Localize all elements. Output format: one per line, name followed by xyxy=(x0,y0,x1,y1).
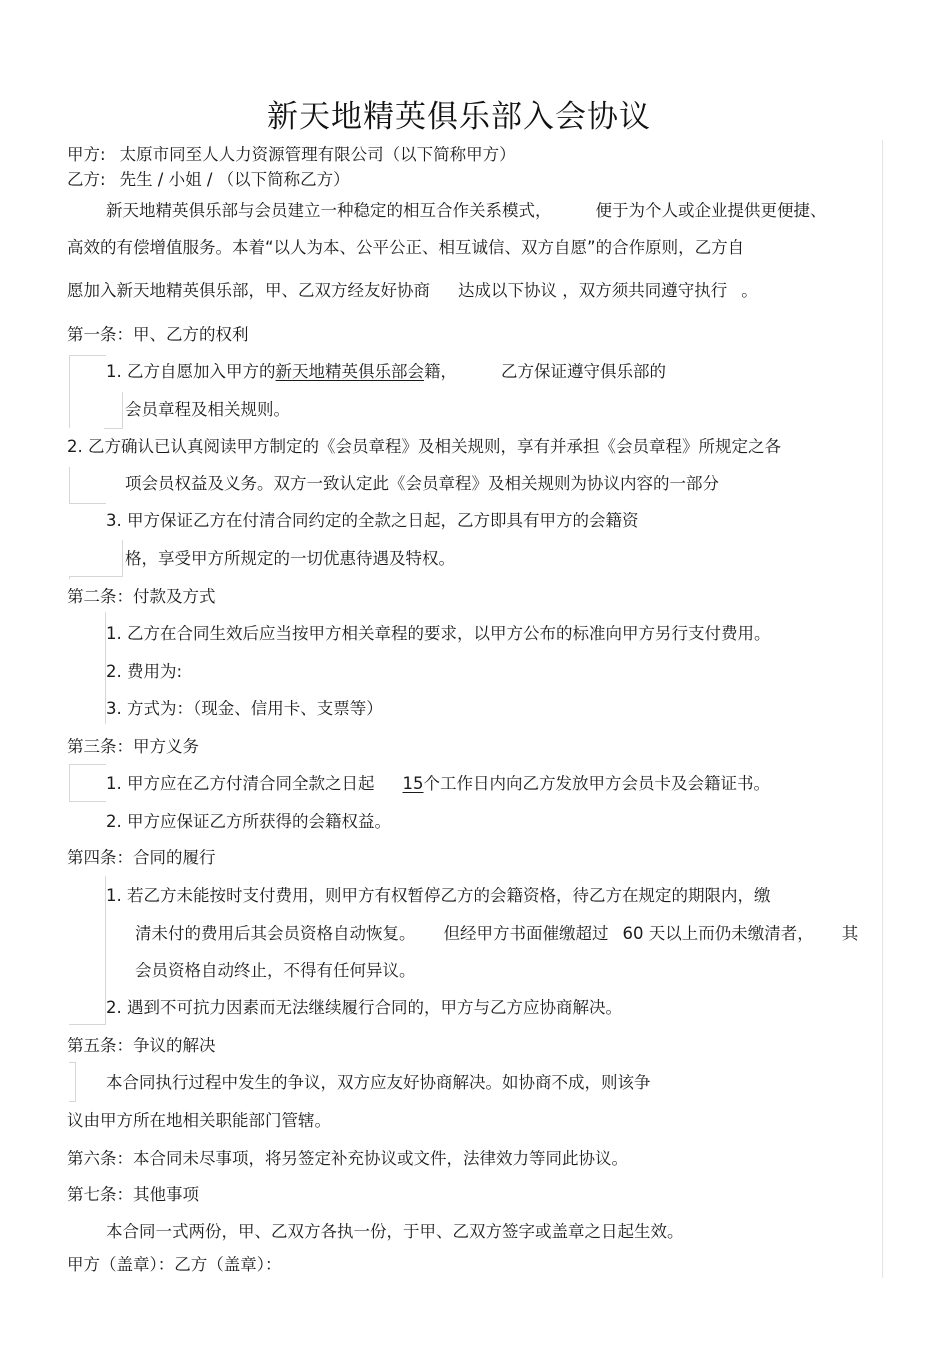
article-5-heading: 第五条：争议的解决 xyxy=(67,1036,216,1055)
workdays-number: 15 xyxy=(402,774,424,793)
signature-line: 甲方（盖章）：乙方（盖章）： xyxy=(67,1255,282,1274)
article-3-item-1 xyxy=(106,774,770,794)
party-a-label: 甲方: xyxy=(67,145,106,164)
artifact-box xyxy=(104,540,123,577)
intro-text: 达成以下协议 ，双方须共同遵守执行 xyxy=(458,281,728,300)
article-1-item-1-cont: 会员章程及相关规则。 xyxy=(125,400,290,419)
item-text: 个工作日内向乙方发放甲方会员卡及会籍证书。 xyxy=(423,774,770,793)
article-4-item-2: 2. 遇到不可抗力因素而无法继续履行合同的，甲方与乙方应协商解决。 xyxy=(106,998,622,1017)
party-b xyxy=(67,170,350,190)
artifact-box xyxy=(69,764,106,802)
intro-line-2: 高效的有偿增值服务。本着“以人为本、公平公正、相互诚信、双方自愿”的合作原则，乙方自 xyxy=(67,238,745,257)
party-a-value: 太原市同至人人力资源管理有限公司（以下简称甲方） xyxy=(119,145,516,164)
article-2-heading: 第二条：付款及方式 xyxy=(67,587,216,606)
right-margin-line xyxy=(882,140,883,1278)
artifact-box xyxy=(69,876,106,1025)
item-text: 1. 乙方自愿加入甲方的 xyxy=(106,362,276,381)
document-title: 新天地精英俱乐部入会协议 xyxy=(267,99,651,135)
article-1-item-2-cont: 项会员权益及义务。双方一致认定此《会员章程》及相关规则为协议内容的一部分 xyxy=(125,474,719,493)
artifact-box xyxy=(69,467,106,504)
item-text: 乙方保证遵守俱乐部的 xyxy=(501,362,666,381)
article-3-heading: 第三条：甲方义务 xyxy=(67,737,199,756)
artifact-box xyxy=(69,576,106,579)
party-b-label: 乙方: xyxy=(67,170,106,189)
article-7-heading: 第七条：其他事项 xyxy=(67,1185,199,1204)
item-text: 清未付的费用后其会员资格自动恢复。 xyxy=(135,924,416,943)
party-b-value: 先生 / 小姐 / （以下简称乙方） xyxy=(119,170,350,189)
article-4-item-1-cont-2: 会员资格自动终止，不得有任何异议。 xyxy=(135,961,416,980)
article-5-body-1: 本合同执行过程中发生的争议，双方应友好协商解决。如协商不成，则该争 xyxy=(106,1073,651,1092)
article-5-body-2: 议由甲方所在地相关职能部门管辖。 xyxy=(67,1111,331,1130)
article-1-item-3-cont: 格，享受甲方所规定的一切优惠待遇及特权。 xyxy=(125,549,455,568)
article-2-item-1: 1. 乙方在合同生效后应当按甲方相关章程的要求，以甲方公布的标准向甲方另行支付费用。 xyxy=(106,624,771,643)
article-4-item-1: 1. 若乙方未能按时支付费用，则甲方有权暂停乙方的会籍资格，待乙方在规定的期限内，缴 xyxy=(106,886,771,905)
artifact-box xyxy=(69,355,106,428)
intro-text: 新天地精英俱乐部与会员建立一种稳定的相互合作关系模式， xyxy=(106,201,552,220)
item-text: 60 天以上而仍未缴清者， xyxy=(622,924,814,943)
item-text: 其 xyxy=(841,924,859,943)
article-1-heading: 第一条：甲、乙方的权利 xyxy=(67,325,249,344)
item-text: 1. 甲方应在乙方付清合同全款之日起 xyxy=(106,774,375,793)
article-7-body: 本合同一式两份，甲、乙双方各执一份，于甲、乙双方签字或盖章之日起生效。 xyxy=(106,1222,684,1241)
article-4-item-1-cont-1 xyxy=(135,924,858,944)
intro-text: 愿加入新天地精英俱乐部，甲、乙双方经友好协商 xyxy=(67,281,430,300)
club-name-underlined: 新天地精英俱乐部会 xyxy=(275,362,424,381)
intro-text: 。 xyxy=(741,281,758,300)
item-text: 籍， xyxy=(424,362,457,381)
party-a xyxy=(67,145,516,165)
article-2-item-3: 3. 方式为：（现金、信用卡、支票等） xyxy=(106,699,383,718)
artifact-box xyxy=(104,392,123,429)
artifact-box xyxy=(69,1062,76,1102)
intro-line-3 xyxy=(67,281,758,301)
article-2-item-2: 2. 费用为: xyxy=(106,662,183,681)
artifact-box xyxy=(69,612,106,724)
article-1-item-1 xyxy=(106,362,666,382)
article-1-item-3: 3. 甲方保证乙方在付清合同约定的全款之日起，乙方即具有甲方的会籍资 xyxy=(106,511,639,530)
article-3-item-2: 2. 甲方应保证乙方所获得的会籍权益。 xyxy=(106,812,391,831)
intro-line-1 xyxy=(106,201,827,221)
article-1-item-2: 2. 乙方确认已认真阅读甲方制定的《会员章程》及相关规则，享有并承担《会员章程》所规定之各 xyxy=(67,437,781,456)
article-4-heading: 第四条：合同的履行 xyxy=(67,848,216,867)
item-text: 但经甲方书面催缴超过 xyxy=(443,924,609,943)
article-6-heading: 第六条：本合同未尽事项，将另签定补充协议或文件，法律效力等同此协议。 xyxy=(67,1149,628,1168)
intro-text: 便于为个人或企业提供更便捷、 xyxy=(595,201,827,220)
